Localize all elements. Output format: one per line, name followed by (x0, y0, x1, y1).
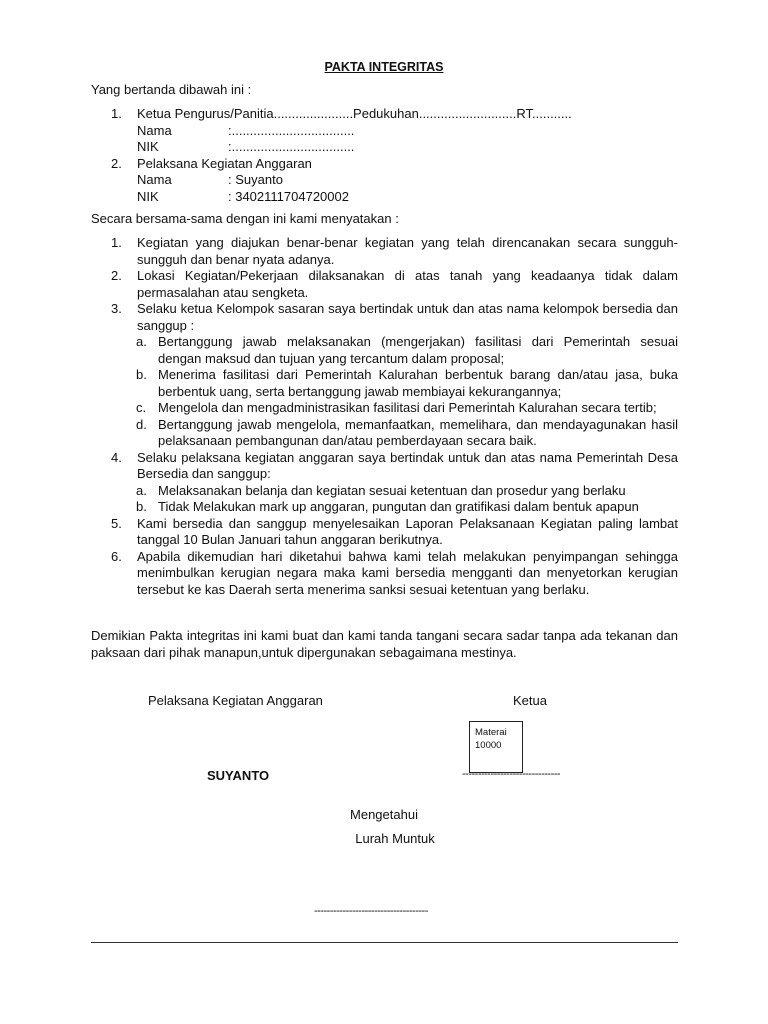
sub-item-3b (91, 367, 678, 400)
sub-item-text: Bertanggung jawab melaksanakan (mengerjakan) fasilitasi dari Pemerintah sesuai dengan maksud dan tujuan yang tercantum dalam proposal; (158, 334, 678, 366)
sub-item-text: Mengelola dan mengadministrasikan fasilitasi dari Pemerintah Kalurahan secara tertib; (158, 400, 657, 415)
nama-value: :.................................. (228, 122, 355, 138)
item-number: 4. (111, 449, 122, 465)
sub-item-4b (91, 499, 678, 516)
sub-item-text: Tidak Melakukan mark up anggaran, pungutan dan gratifikasi dalam bentuk apapun (158, 499, 639, 514)
statement-item-1 (91, 235, 678, 268)
materai-value: 10000 (475, 740, 502, 751)
lurah-role: Lurah Muntuk (355, 831, 435, 846)
statement-item-2 (91, 268, 678, 301)
party-1-nama (91, 123, 678, 140)
sub-item-letter: b. (136, 499, 147, 514)
statement-item-4 (91, 450, 678, 483)
nik-label: NIK (137, 139, 159, 154)
party-1-line: Ketua Pengurus/Panitia......................Pedukuhan...........................RT........... (137, 106, 572, 121)
sub-item-letter: a. (136, 482, 147, 498)
sub-item-letter: a. (136, 334, 147, 349)
statement-item-6 (91, 549, 678, 599)
item-number: 6. (111, 548, 122, 564)
party-2 (91, 156, 678, 173)
item-text: Lokasi Kegiatan/Pekerjaan dilaksanakan di atas tanah yang keadaanya tidak dalam permasalahan atau sengketa. (137, 268, 678, 300)
lurah-signature-line: ------------------------------------ (314, 905, 428, 917)
nama-label: Nama (137, 172, 172, 187)
party-2-line: Pelaksana Kegiatan Anggaran (137, 155, 312, 171)
nama-value: : Suyanto (228, 172, 283, 187)
right-signatory-role: Ketua (513, 693, 547, 708)
party-list (91, 106, 678, 205)
closing-paragraph: Demikian Pakta integritas ini kami buat dan kami tanda tangani secara sadar tanpa ada tekanan dan paksaan dari pihak manapun,untuk dipergunakan sebagaimana mestinya. (91, 628, 678, 660)
sub-item-4a (91, 483, 678, 500)
item-number: 1. (111, 235, 122, 250)
sub-item-text: Melaksanakan belanja dan kegiatan sesuai ketentuan dan prosedur yang berlaku (158, 482, 626, 498)
sub-item-3a (91, 334, 678, 367)
item-text: Apabila dikemudian hari diketahui bahwa kami telah melakukan penyimpangan sehingga menimbulkan kerugian negara maka kami bersedia mengganti dan menyetorkan kerugian tersebut ke kas Daerah serta menerima sanksi sesuai ketentuan yang berlaku. (137, 548, 678, 597)
item-number: 3. (111, 301, 122, 316)
party-1-nik (91, 139, 678, 156)
materai-label: Materai (475, 727, 507, 738)
statement-list (91, 235, 678, 598)
item-text: Selaku ketua Kelompok sasaran saya bertindak untuk dan atas nama kelompok bersedia dan sanggup : (137, 301, 678, 333)
party-2-number: 2. (111, 155, 122, 171)
party-2-nik (91, 189, 678, 206)
item-text: Kegiatan yang diajukan benar-benar kegiatan yang telah direncanakan secara sungguh-sungguh dan benar nyata adanya. (137, 235, 678, 267)
footer-divider (91, 942, 678, 943)
party-1-number: 1. (111, 106, 122, 121)
sub-item-letter: c. (136, 400, 147, 415)
right-signature-line: ------------------------------- (462, 768, 561, 780)
sub-item-letter: d. (136, 416, 147, 432)
document-title: PAKTA INTEGRITAS (324, 60, 444, 74)
nik-value: : 3402111704720002 (228, 188, 349, 204)
nik-value: :.................................. (228, 139, 355, 154)
item-text: Selaku pelaksana kegiatan anggaran saya bertindak untuk dan atas nama Pemerintah Desa Bersedia dan sanggup: (137, 449, 678, 481)
sub-item-3d (91, 417, 678, 450)
statement-item-5 (91, 516, 678, 549)
acknowledge-label: Mengetahui (350, 807, 418, 822)
statement-item-3 (91, 301, 678, 334)
left-signatory-name: SUYANTO (207, 768, 270, 783)
item-text: Kami bersedia dan sanggup menyelesaikan Laporan Pelaksanaan Kegiatan paling lambat tanggal 10 Bulan Januari tahun anggaran berikutnya. (137, 515, 678, 547)
sub-item-letter: b. (136, 367, 147, 382)
nama-label: Nama (137, 122, 172, 138)
sub-item-text: Bertanggung jawab mengelola, memanfaatkan, memelihara, dan mendayagunakan hasil pelaksanaan pembangunan dan/atau pemberdayaan secara baik. (158, 416, 678, 448)
nik-label: NIK (137, 188, 159, 204)
left-signatory-role: Pelaksana Kegiatan Anggaran (148, 693, 323, 708)
item-number: 2. (111, 268, 122, 283)
party-2-nama (91, 172, 678, 189)
party-1 (91, 106, 678, 123)
item-number: 5. (111, 515, 122, 531)
sub-item-3c (91, 400, 678, 417)
sub-item-text: Menerima fasilitasi dari Pemerintah Kalurahan berbentuk barang dan/atau jasa, buka berbentuk uang, serta bertanggung jawab membiayai kekurangannya; (158, 367, 678, 399)
statement-intro: Secara bersama-sama dengan ini kami menyatakan : (91, 211, 399, 226)
intro-text: Yang bertanda dibawah ini : (91, 82, 252, 97)
